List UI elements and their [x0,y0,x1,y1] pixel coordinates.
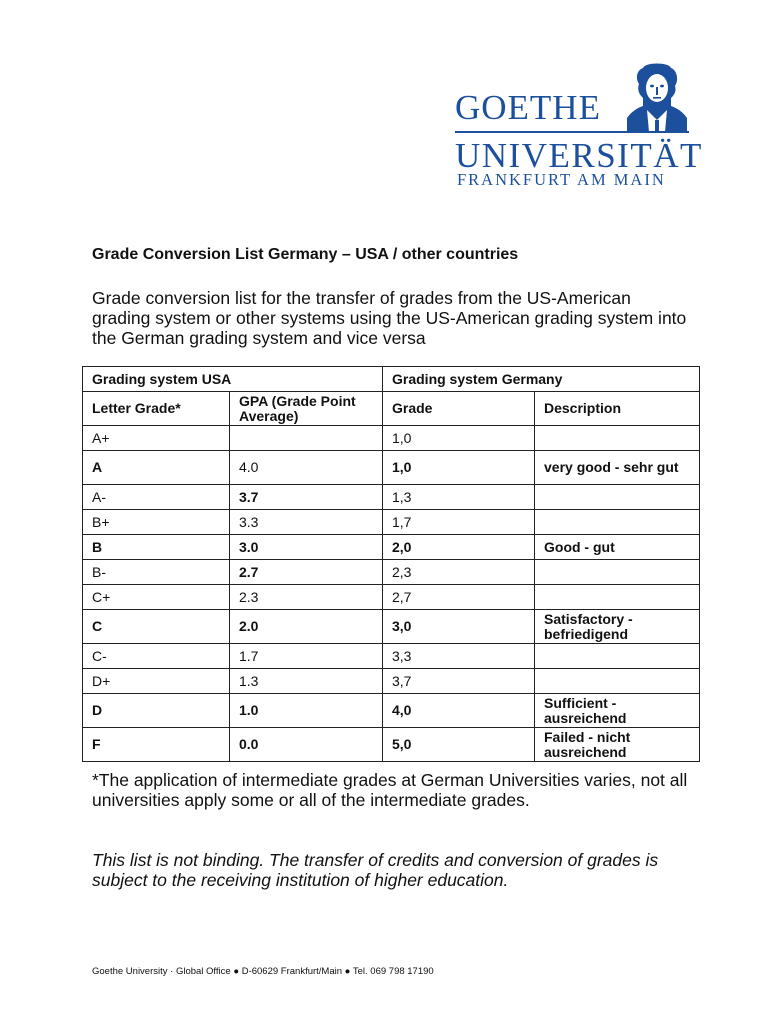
cell-letter-grade: D [83,694,230,728]
cell-letter-grade: A [83,451,230,485]
cell-grade: 1,3 [383,485,535,510]
cell-grade: 5,0 [383,728,535,762]
cell-gpa: 3.3 [230,510,383,535]
cell-description [535,644,700,669]
cell-letter-grade: A+ [83,426,230,451]
cell-gpa: 2.7 [230,560,383,585]
table-row [83,485,700,510]
cell-description [535,560,700,585]
disclaimer-text: This list is not binding. The transfer of credits and conversion of grades is subject to the receiving institution of higher education. [92,850,659,890]
cell-gpa: 3.0 [230,535,383,560]
cell-letter-grade: D+ [83,669,230,694]
cell-grade: 3,7 [383,669,535,694]
cell-description: Sufficient - ausreichend [535,694,700,728]
cell-description: Good - gut [535,535,700,560]
table-row [83,610,700,644]
table-row [83,669,700,694]
cell-description: Failed - nicht ausreichend [535,728,700,762]
table-row [83,728,700,762]
university-logo [455,62,703,192]
cell-description [535,585,700,610]
table-group-header-row [83,367,700,392]
cell-letter-grade: B- [83,560,230,585]
cell-description [535,426,700,451]
cell-grade: 3,0 [383,610,535,644]
cell-letter-grade: F [83,728,230,762]
cell-gpa: 1.3 [230,669,383,694]
cell-letter-grade: C- [83,644,230,669]
cell-gpa: 2.3 [230,585,383,610]
cell-letter-grade: C [83,610,230,644]
table-row [83,535,700,560]
cell-gpa [230,426,383,451]
cell-letter-grade: C+ [83,585,230,610]
cell-description [535,485,700,510]
column-header-letter-grade: Letter Grade* [83,392,230,426]
cell-grade: 1,7 [383,510,535,535]
cell-grade: 2,7 [383,585,535,610]
cell-letter-grade: B+ [83,510,230,535]
cell-description [535,669,700,694]
table-row [83,644,700,669]
document-heading: Grade Conversion List Germany – USA / other countries [92,246,519,263]
table-row [83,426,700,451]
cell-grade: 1,0 [383,426,535,451]
group-header-usa: Grading system USA [83,367,383,392]
cell-description: Satisfactory - befriedigend [535,610,700,644]
column-header-description: Description [535,392,700,426]
cell-gpa: 3.7 [230,485,383,510]
cell-grade: 4,0 [383,694,535,728]
cell-description [535,510,700,535]
table-row [83,510,700,535]
cell-letter-grade: A- [83,485,230,510]
table-column-header-row [83,392,700,426]
cell-grade: 2,0 [383,535,535,560]
cell-grade: 2,3 [383,560,535,585]
footer-contact: Goethe University · Global Office ● D-60629 Frankfurt/Main ● Tel. 069 798 17190 [92,966,434,977]
logo-word-universitaet: UNIVERSITÄT [455,136,703,175]
intermediate-grades-note: *The application of intermediate grades at German Universities varies, not all universities apply some or all of the intermediate grades. [92,770,688,810]
logo-rule [455,131,689,133]
cell-gpa: 4.0 [230,451,383,485]
group-header-germany: Grading system Germany [383,367,700,392]
cell-gpa: 1.0 [230,694,383,728]
intro-paragraph: Grade conversion list for the transfer of grades from the US-American grading system or other systems using the US-American grading system into the German grading system and vice versa [92,288,687,348]
cell-gpa: 0.0 [230,728,383,762]
cell-description: very good - sehr gut [535,451,700,485]
grade-conversion-table [82,366,700,762]
cell-letter-grade: B [83,535,230,560]
logo-word-goethe: GOETHE [455,88,601,127]
goethe-portrait-icon [625,62,689,132]
table-row [83,694,700,728]
table-row [83,451,700,485]
logo-word-frankfurt: FRANKFURT AM MAIN [457,170,666,189]
cell-grade: 1,0 [383,451,535,485]
cell-gpa: 1.7 [230,644,383,669]
table-row [83,560,700,585]
cell-grade: 3,3 [383,644,535,669]
column-header-grade: Grade [383,392,535,426]
column-header-gpa: GPA (Grade Point Average) [230,392,383,426]
cell-gpa: 2.0 [230,610,383,644]
table-row [83,585,700,610]
